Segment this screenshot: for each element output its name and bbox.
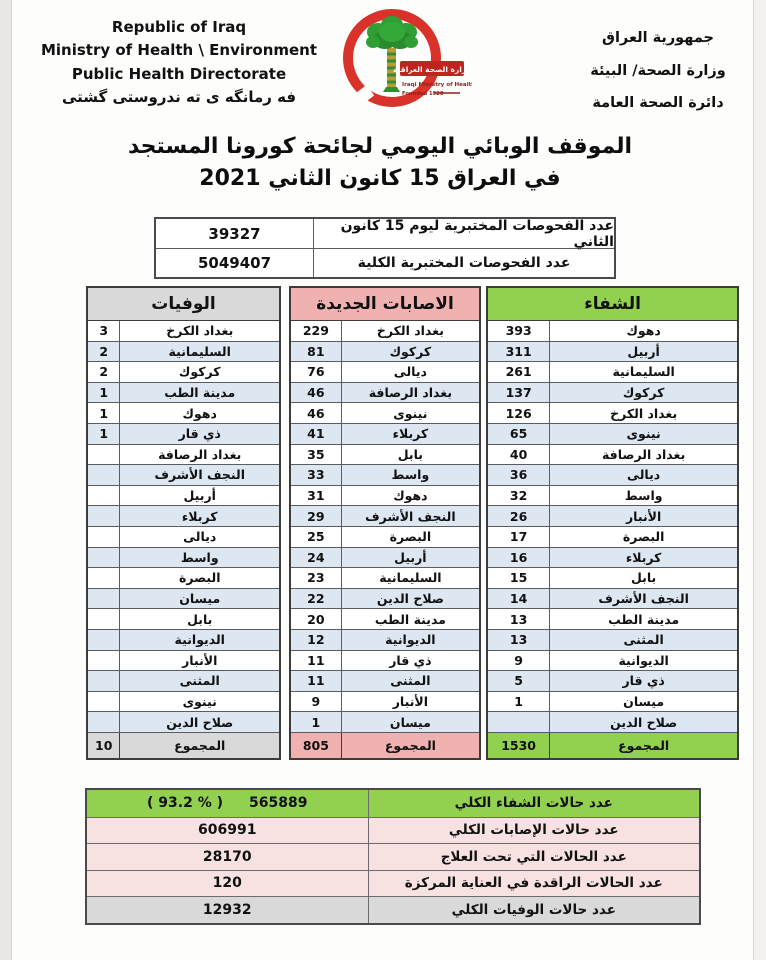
row-label: أربيل xyxy=(627,343,660,359)
logo-banner-english: Iraqi Ministry of Health xyxy=(402,82,472,88)
table-row xyxy=(488,403,737,424)
row-label: كربلاء xyxy=(392,426,429,442)
row-label: عدد الفحوصات المختبرية الكلية xyxy=(357,255,571,271)
table-row xyxy=(291,383,479,404)
row-label: السليمانية xyxy=(379,570,442,586)
table-row xyxy=(87,896,699,923)
row-value: 46 xyxy=(291,403,342,423)
row-label: بغداد الرصافة xyxy=(158,446,242,462)
table-row xyxy=(488,712,737,733)
row-value: 393 xyxy=(488,321,550,341)
row-label: عدد الحالات التي تحت العلاج xyxy=(440,848,627,865)
table-row xyxy=(488,548,737,569)
table-row xyxy=(291,671,479,692)
table-row xyxy=(488,630,737,651)
row-value: 606991 xyxy=(87,818,369,844)
row-value xyxy=(88,506,120,526)
table-row xyxy=(291,424,479,445)
row-value xyxy=(88,568,120,588)
row-label: صلاح الدين xyxy=(166,714,234,730)
row-value: 120 xyxy=(87,871,369,897)
row-label: السليمانية xyxy=(612,364,675,380)
table-row xyxy=(291,568,479,589)
row-value xyxy=(88,609,120,629)
row-label: أربيل xyxy=(394,549,427,565)
row-value: 28170 xyxy=(87,844,369,870)
recovery-table xyxy=(486,286,739,760)
lab-tests-table xyxy=(154,217,616,279)
row-label: عدد حالات الوفيات الكلي xyxy=(451,901,616,918)
row-label: بغداد الرصافة xyxy=(601,446,686,462)
deaths-table-rows xyxy=(88,321,279,733)
row-label: كربلاء xyxy=(625,549,662,565)
table-row xyxy=(488,506,737,527)
table-row xyxy=(88,692,279,713)
table-row xyxy=(156,219,614,248)
row-value: 137 xyxy=(488,383,550,403)
row-value: 35 xyxy=(291,445,342,465)
row-value: 23 xyxy=(291,568,342,588)
new-cases-total-row xyxy=(291,733,479,758)
row-value: 13 xyxy=(488,630,550,650)
new-cases-table-header: الاصابات الجديدة xyxy=(291,288,479,321)
table-row xyxy=(88,342,279,363)
row-value: 32 xyxy=(488,486,550,506)
table-row xyxy=(88,321,279,342)
table-row xyxy=(291,486,479,507)
table-row xyxy=(291,403,479,424)
row-value: 5049407 xyxy=(156,249,314,277)
row-label: مدينة الطب xyxy=(374,611,446,627)
table-row xyxy=(88,651,279,672)
table-row xyxy=(88,609,279,630)
header-en-line3: Public Health Directorate xyxy=(71,64,287,83)
row-value: 20 xyxy=(291,609,342,629)
header-kurdish-line: فه رمانگه ی ته ندروستی گشتی xyxy=(61,87,297,106)
table-row xyxy=(488,465,737,486)
row-value: 39327 xyxy=(156,219,314,248)
deaths-total-value: 10 xyxy=(88,733,120,758)
row-value: 3 xyxy=(88,321,120,341)
table-row xyxy=(488,651,737,672)
table-row xyxy=(88,630,279,651)
row-label: النجف الأشرف xyxy=(154,467,245,483)
header-english xyxy=(24,16,334,109)
row-value: 29 xyxy=(291,506,342,526)
new-cases-table xyxy=(289,286,481,760)
row-label: الأنبار xyxy=(625,508,662,524)
row-label: واسط xyxy=(624,488,663,504)
row-label: الديوانية xyxy=(618,652,669,668)
row-label: بابل xyxy=(631,570,657,586)
row-label: بغداد الكرخ xyxy=(610,405,678,421)
table-row xyxy=(488,424,737,445)
row-label: الأنبار xyxy=(392,693,429,709)
row-label: النجف الأشرف xyxy=(598,591,689,607)
row-value: 2 xyxy=(88,342,120,362)
table-row xyxy=(88,506,279,527)
row-label: البصرة xyxy=(622,529,665,545)
row-value: 261 xyxy=(488,362,550,382)
row-label: المثنى xyxy=(623,632,664,648)
summary-table xyxy=(85,788,701,925)
row-label: السليمانية xyxy=(168,343,231,359)
row-label: نينوى xyxy=(393,405,428,421)
row-label: ميسان xyxy=(623,693,665,709)
table-row xyxy=(291,692,479,713)
row-label: واسط xyxy=(180,549,219,565)
new-cases-table-rows xyxy=(291,321,479,733)
row-label: أربيل xyxy=(183,488,216,504)
row-value: 76 xyxy=(291,362,342,382)
table-row xyxy=(291,609,479,630)
table-row xyxy=(88,589,279,610)
row-label: عدد حالات الشفاء الكلي xyxy=(454,795,613,812)
row-value: 24 xyxy=(291,548,342,568)
row-value: 16 xyxy=(488,548,550,568)
deaths-total-label: المجموع xyxy=(174,737,226,753)
photo-edge-left xyxy=(0,0,12,960)
row-value: 13 xyxy=(488,609,550,629)
row-value: 81 xyxy=(291,342,342,362)
title-line1: الموقف الوبائي اليومي لجائحة كورونا المستجد xyxy=(127,134,633,159)
table-row xyxy=(88,424,279,445)
table-row xyxy=(291,630,479,651)
row-value xyxy=(488,712,550,732)
table-row xyxy=(488,527,737,548)
row-label: ديالى xyxy=(627,467,661,483)
row-value xyxy=(88,548,120,568)
table-row xyxy=(88,712,279,733)
row-label: كركوك xyxy=(622,385,665,401)
header-ar-line3: دائرة الصحة العامة xyxy=(592,95,724,112)
row-value: 26 xyxy=(488,506,550,526)
new-cases-total-value: 805 xyxy=(291,733,342,758)
row-value: 5 xyxy=(488,671,550,691)
logo-banner-founded: Founded 1920 xyxy=(402,91,444,97)
row-value: 22 xyxy=(291,589,342,609)
ministry-logo-graphic xyxy=(330,4,472,120)
row-value xyxy=(88,651,120,671)
recovery-total-row xyxy=(488,733,737,758)
row-label: ديالى xyxy=(393,364,427,380)
row-value xyxy=(88,630,120,650)
page-title xyxy=(90,131,670,195)
table-row xyxy=(87,817,699,844)
table-row xyxy=(488,321,737,342)
table-row xyxy=(88,486,279,507)
table-row xyxy=(291,342,479,363)
table-row xyxy=(291,465,479,486)
table-row xyxy=(291,506,479,527)
table-row xyxy=(88,465,279,486)
row-label: المثنى xyxy=(179,673,220,689)
recovery-total-label: المجموع xyxy=(618,737,670,753)
row-value xyxy=(87,790,369,817)
table-row xyxy=(488,671,737,692)
table-row xyxy=(291,321,479,342)
table-row xyxy=(488,383,737,404)
row-value: 40 xyxy=(488,445,550,465)
row-value: 41 xyxy=(291,424,342,444)
table-row xyxy=(488,589,737,610)
row-value: 11 xyxy=(291,671,342,691)
row-label: ذي قار xyxy=(622,673,665,689)
deaths-table xyxy=(86,286,281,760)
row-label: ميسان xyxy=(389,714,431,730)
row-label: ذي قار xyxy=(389,652,432,668)
table-row xyxy=(87,843,699,870)
table-row xyxy=(88,445,279,466)
row-label: نينوى xyxy=(626,426,661,442)
photo-edge-right xyxy=(753,0,766,960)
table-row xyxy=(88,383,279,404)
value-number: 565889 xyxy=(249,795,308,812)
row-label: دهوك xyxy=(393,488,428,504)
row-label: كربلاء xyxy=(181,508,218,524)
row-label: البصرة xyxy=(389,529,432,545)
row-value: 229 xyxy=(291,321,342,341)
row-value: 15 xyxy=(488,568,550,588)
title-line2: في العراق 15 كانون الثاني 2021 xyxy=(199,165,561,191)
table-row xyxy=(488,692,737,713)
logo-banner-arabic: وزارة الصحة العراقية xyxy=(393,65,471,74)
row-label: صلاح الدين xyxy=(376,591,444,607)
row-value: 12 xyxy=(291,630,342,650)
table-row xyxy=(291,651,479,672)
table-row xyxy=(291,548,479,569)
header-en-line1: Republic of Iraq xyxy=(111,18,247,36)
row-value xyxy=(88,712,120,732)
row-label: عدد الفحوصات المختبرية ليوم 15 كانون الثاني xyxy=(340,217,614,250)
row-label: عدد حالات الإصابات الكلي xyxy=(448,822,619,839)
row-value: 65 xyxy=(488,424,550,444)
row-label: النجف الأشرف xyxy=(365,508,456,524)
table-row xyxy=(88,568,279,589)
row-label: كركوك xyxy=(389,343,432,359)
row-label: ذي قار xyxy=(178,426,221,442)
table-row xyxy=(488,568,737,589)
row-value: 1 xyxy=(88,424,120,444)
row-label: صلاح الدين xyxy=(610,714,678,730)
row-value: 2 xyxy=(88,362,120,382)
row-label: بابل xyxy=(187,611,213,627)
table-row xyxy=(87,790,699,817)
row-label: مدينة الطب xyxy=(608,611,680,627)
row-label: نينوى xyxy=(182,693,217,709)
row-value: 126 xyxy=(488,403,550,423)
row-value xyxy=(88,445,120,465)
table-row xyxy=(156,248,614,277)
table-row xyxy=(88,548,279,569)
row-value: 36 xyxy=(488,465,550,485)
table-row xyxy=(291,589,479,610)
table-row xyxy=(88,527,279,548)
row-value xyxy=(88,671,120,691)
row-label: دهوك xyxy=(626,323,661,339)
row-label: بغداد الكرخ xyxy=(376,323,444,339)
row-value xyxy=(88,527,120,547)
row-value: 25 xyxy=(291,527,342,547)
table-row xyxy=(88,362,279,383)
row-value: 9 xyxy=(488,651,550,671)
row-value: 31 xyxy=(291,486,342,506)
table-row xyxy=(488,445,737,466)
row-value: 9 xyxy=(291,692,342,712)
row-value: 1 xyxy=(88,403,120,423)
header-arabic xyxy=(558,22,758,120)
row-label: ديالى xyxy=(183,529,217,545)
row-value: 11 xyxy=(291,651,342,671)
row-value: 1 xyxy=(488,692,550,712)
table-row xyxy=(88,671,279,692)
row-label: بغداد الكرخ xyxy=(166,323,234,339)
row-value: 14 xyxy=(488,589,550,609)
table-row xyxy=(87,870,699,897)
recovery-table-rows xyxy=(488,321,737,733)
header-en-line2: Ministry of Health \ Environment xyxy=(40,41,318,60)
table-row xyxy=(88,403,279,424)
row-label: البصرة xyxy=(178,570,221,586)
table-row xyxy=(488,609,737,630)
palm-tree-icon xyxy=(366,16,418,92)
table-row xyxy=(291,527,479,548)
table-row xyxy=(291,712,479,733)
row-value: 1 xyxy=(291,712,342,732)
table-row xyxy=(488,486,737,507)
row-label: دهوك xyxy=(182,405,217,421)
table-row xyxy=(291,445,479,466)
header-ar-line2: وزارة الصحة/ البيئة xyxy=(590,62,726,79)
table-row xyxy=(488,342,737,363)
row-label: مدينة الطب xyxy=(164,385,236,401)
row-value xyxy=(88,465,120,485)
row-value: 12932 xyxy=(87,897,369,923)
row-value xyxy=(88,486,120,506)
row-label: الأنبار xyxy=(182,652,218,668)
row-value: 17 xyxy=(488,527,550,547)
row-value: 33 xyxy=(291,465,342,485)
recovery-table-header: الشفاء xyxy=(488,288,737,321)
table-row xyxy=(291,362,479,383)
new-cases-total-label: المجموع xyxy=(384,737,436,753)
row-label: بغداد الرصافة xyxy=(368,385,453,401)
row-value xyxy=(88,692,120,712)
row-value: 46 xyxy=(291,383,342,403)
row-label: كركوك xyxy=(178,364,221,380)
table-row xyxy=(488,362,737,383)
row-value xyxy=(88,589,120,609)
row-label: عدد الحالات الراقدة في العناية المركزة xyxy=(404,875,663,892)
row-value: 1 xyxy=(88,383,120,403)
deaths-total-row xyxy=(88,733,279,758)
percent-note: ( 93.2 % ) xyxy=(147,795,224,812)
ministry-logo xyxy=(330,4,472,120)
recovery-total-value: 1530 xyxy=(488,733,550,758)
deaths-table-header: الوفيات xyxy=(88,288,279,321)
row-label: المثنى xyxy=(390,673,431,689)
row-label: الديوانية xyxy=(385,632,436,648)
header-ar-line1: جمهورية العراق xyxy=(601,30,715,46)
row-label: واسط xyxy=(391,467,430,483)
row-label: الديوانية xyxy=(174,632,225,648)
row-value: 311 xyxy=(488,342,550,362)
row-label: بابل xyxy=(397,446,423,462)
row-label: ميسان xyxy=(179,591,221,607)
